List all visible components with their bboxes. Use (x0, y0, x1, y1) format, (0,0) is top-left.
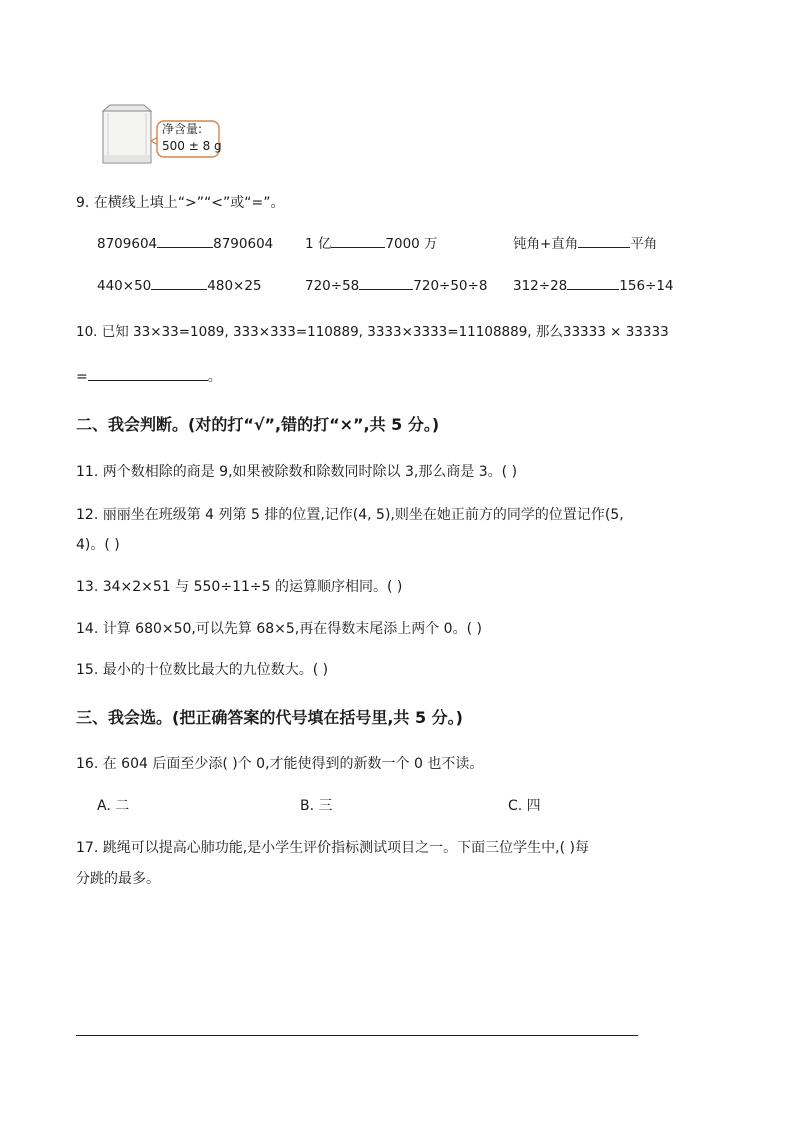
q9-r2-c2-right: 720÷50÷8 (413, 278, 488, 294)
q16-option-b[interactable]: B. 三 (300, 798, 333, 814)
q16-option-c[interactable]: C. 四 (508, 798, 541, 814)
answer-blank[interactable] (567, 275, 619, 290)
q11: 11. 两个数相除的商是 9,如果被除数和除数同时除以 3,那么商是 3。( ) (76, 464, 518, 480)
q9-r2-c3-left: 312÷28 (513, 278, 568, 294)
q9-r1-c2-right: 7000 万 (385, 236, 438, 252)
q17-line2: 分跳的最多。 (76, 871, 160, 887)
q10-answer-blank[interactable] (88, 366, 208, 381)
q12-line2: 4)。( ) (76, 537, 120, 553)
q9-r2-c3 (513, 275, 674, 296)
net-weight-label: 净含量: (162, 122, 203, 136)
q16-option-a[interactable]: A. 二 (97, 798, 130, 814)
answer-blank[interactable] (157, 233, 213, 248)
q16: 16. 在 604 后面至少添( )个 0,才能使得到的新数一个 0 也不读。 (76, 756, 484, 772)
q9-r1-c1 (97, 233, 273, 254)
q9-r1-c2 (305, 233, 438, 254)
q12-line1: 12. 丽丽坐在班级第 4 列第 5 排的位置,记作(4, 5),则坐在她正前方的同学的位置记作(5, (76, 507, 624, 523)
q10-equals: = (76, 369, 88, 385)
q10-period: 。 (207, 369, 222, 385)
section2-title: 二、我会判断。(对的打“√”,错的打“×”,共 5 分。) (76, 415, 440, 434)
section3-title: 三、我会选。(把正确答案的代号填在括号里,共 5 分。) (76, 708, 463, 727)
q10-line1: 10. 已知 33×33=1089, 333×333=110889, 3333×3333=11108889, 那么33333 × 33333 (76, 324, 669, 340)
answer-blank[interactable] (331, 233, 385, 248)
q13: 13. 34×2×51 与 550÷11÷5 的运算顺序相同。( ) (76, 579, 403, 595)
q9-r2-c1 (97, 275, 262, 296)
answer-blank[interactable] (359, 275, 413, 290)
q9-r1-c3-left: 钝角+直角 (513, 236, 579, 252)
answer-blank[interactable] (151, 275, 207, 290)
q9-r2-c1-right: 480×25 (207, 278, 262, 294)
q9-r1-c1-right: 8790604 (213, 236, 274, 252)
q10-line2 (76, 366, 222, 387)
q9-r2-c2 (305, 275, 487, 296)
q15: 15. 最小的十位数比最大的九位数大。( ) (76, 662, 329, 678)
q9-stem: 9. 在横线上填上“>”“<”或“=”。 (76, 195, 285, 211)
q9-r2-c1-left: 440×50 (97, 278, 152, 294)
q9-r1-c1-left: 8709604 (97, 236, 158, 252)
q9-r2-c2-left: 720÷58 (305, 278, 360, 294)
q9-r1-c2-left: 1 亿 (305, 236, 332, 252)
q14: 14. 计算 680×50,可以先算 68×5,再在得数末尾添上两个 0。( ) (76, 621, 482, 637)
q9-r2-c3-right: 156÷14 (619, 278, 674, 294)
q9-r1-c3-right: 平角 (630, 236, 658, 252)
net-weight-value: 500 ± 8 g (162, 139, 222, 153)
answer-blank[interactable] (578, 233, 630, 248)
q17-line1: 17. 跳绳可以提高心肺功能,是小学生评价指标测试项目之一。下面三位学生中,( )每 (76, 840, 589, 856)
footer-rule (76, 1035, 638, 1036)
q9-r1-c3 (513, 233, 657, 254)
